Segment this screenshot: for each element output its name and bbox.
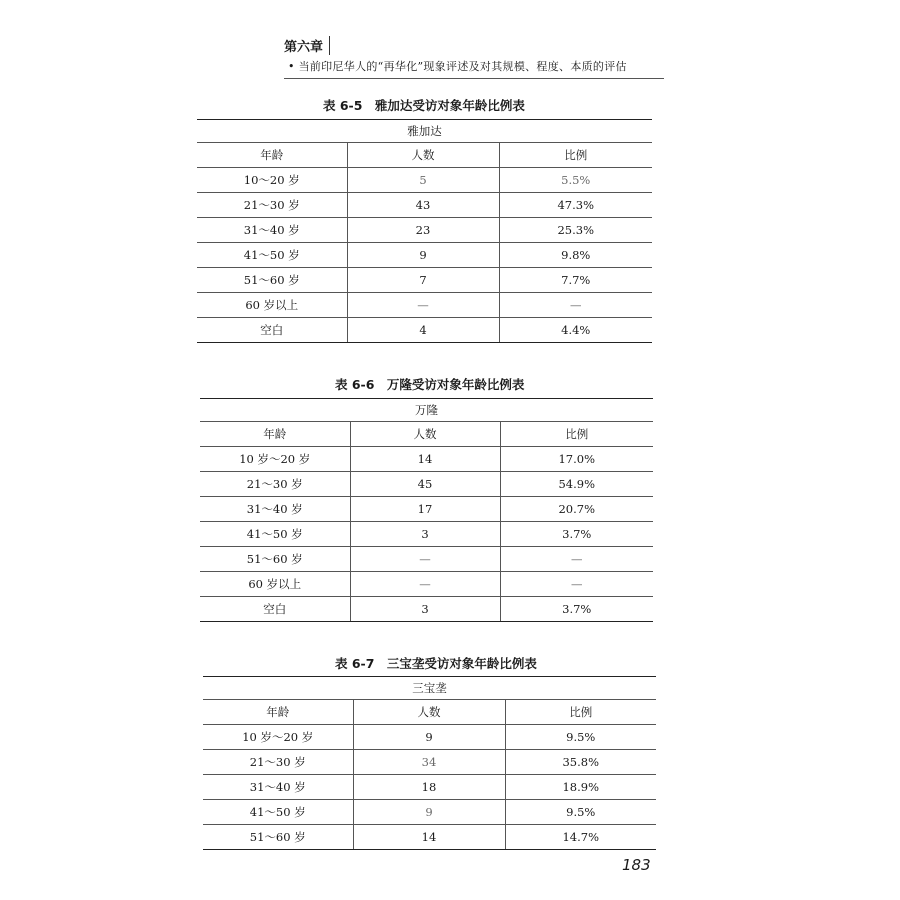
table-row bbox=[200, 472, 653, 497]
table-cell: 21～30 岁 bbox=[203, 750, 353, 775]
table-row bbox=[197, 293, 652, 318]
table-row bbox=[203, 725, 656, 750]
table-cell: 21～30 岁 bbox=[197, 193, 347, 218]
table-cell: 10 岁～20 岁 bbox=[203, 725, 353, 750]
running-header bbox=[284, 36, 664, 79]
table-row bbox=[197, 218, 652, 243]
table-cell: 51～60 岁 bbox=[200, 547, 350, 572]
table-cell: 4 bbox=[347, 318, 499, 343]
table-caption: 表 6-6 万隆受访对象年龄比例表 bbox=[335, 377, 525, 392]
table-cell: — bbox=[350, 572, 500, 597]
column-header: 人数 bbox=[350, 422, 500, 447]
column-header: 比例 bbox=[505, 700, 656, 725]
data-table bbox=[200, 398, 653, 622]
column-header: 比例 bbox=[500, 422, 653, 447]
data-table bbox=[203, 676, 656, 850]
table-cell: 3.7% bbox=[500, 597, 653, 622]
table-row bbox=[200, 547, 653, 572]
column-header: 人数 bbox=[347, 143, 499, 168]
table-cell: 3 bbox=[350, 522, 500, 547]
table-row bbox=[200, 522, 653, 547]
table-row bbox=[200, 572, 653, 597]
table-row bbox=[203, 800, 656, 825]
column-header: 年龄 bbox=[197, 143, 347, 168]
table-cell: 47.3% bbox=[499, 193, 652, 218]
table-cell: 34 bbox=[353, 750, 505, 775]
table-cell: 3.7% bbox=[500, 522, 653, 547]
table-cell: 31～40 岁 bbox=[200, 497, 350, 522]
table-cell: 9.5% bbox=[505, 725, 656, 750]
column-header: 人数 bbox=[353, 700, 505, 725]
column-header: 年龄 bbox=[200, 422, 350, 447]
table-cell: 18.9% bbox=[505, 775, 656, 800]
table-row bbox=[197, 168, 652, 193]
table-cell: 25.3% bbox=[499, 218, 652, 243]
table-cell: 17.0% bbox=[500, 447, 653, 472]
table-cell: 10 岁～20 岁 bbox=[200, 447, 350, 472]
table-cell: 60 岁以上 bbox=[200, 572, 350, 597]
table-row bbox=[197, 268, 652, 293]
table-cell: 41～50 岁 bbox=[200, 522, 350, 547]
chapter-label: 第六章 bbox=[284, 36, 330, 55]
table-cell: 51～60 岁 bbox=[197, 268, 347, 293]
table-city-header: 万隆 bbox=[200, 399, 653, 422]
table-cell: 4.4% bbox=[499, 318, 652, 343]
table-caption: 表 6-5 雅加达受访对象年龄比例表 bbox=[323, 98, 525, 113]
table-row bbox=[203, 775, 656, 800]
table-row bbox=[200, 597, 653, 622]
table-cell: 43 bbox=[347, 193, 499, 218]
table-row bbox=[200, 497, 653, 522]
table-cell: 空白 bbox=[200, 597, 350, 622]
table-cell: 14 bbox=[350, 447, 500, 472]
column-header: 年龄 bbox=[203, 700, 353, 725]
table-cell: 51～60 岁 bbox=[203, 825, 353, 850]
table-cell: 9 bbox=[347, 243, 499, 268]
table-cell: 7 bbox=[347, 268, 499, 293]
table-cell: 9 bbox=[353, 725, 505, 750]
table-city-header: 雅加达 bbox=[197, 120, 652, 143]
table-cell: 21～30 岁 bbox=[200, 472, 350, 497]
table-cell: 14.7% bbox=[505, 825, 656, 850]
table-row bbox=[197, 193, 652, 218]
table-cell: 10～20 岁 bbox=[197, 168, 347, 193]
table-cell: 9.8% bbox=[499, 243, 652, 268]
table-cell: 17 bbox=[350, 497, 500, 522]
table-cell: 3 bbox=[350, 597, 500, 622]
table-cell: — bbox=[347, 293, 499, 318]
table-cell: — bbox=[500, 547, 653, 572]
table-cell: 31～40 岁 bbox=[203, 775, 353, 800]
table-cell: 41～50 岁 bbox=[203, 800, 353, 825]
table-cell: 60 岁以上 bbox=[197, 293, 347, 318]
table-cell: 空白 bbox=[197, 318, 347, 343]
table-cell: 45 bbox=[350, 472, 500, 497]
table-cell: 5.5% bbox=[499, 168, 652, 193]
table-cell: 14 bbox=[353, 825, 505, 850]
table-city-header: 三宝垄 bbox=[203, 677, 656, 700]
data-table bbox=[197, 119, 652, 343]
column-header: 比例 bbox=[499, 143, 652, 168]
table-cell: 54.9% bbox=[500, 472, 653, 497]
table-cell: 35.8% bbox=[505, 750, 656, 775]
table-caption: 表 6-7 三宝垄受访对象年龄比例表 bbox=[335, 656, 537, 671]
table-cell: 9.5% bbox=[505, 800, 656, 825]
table-cell: 23 bbox=[347, 218, 499, 243]
table-row bbox=[197, 318, 652, 343]
table-cell: 31～40 岁 bbox=[197, 218, 347, 243]
table-cell: — bbox=[499, 293, 652, 318]
table-row bbox=[203, 750, 656, 775]
table-cell: 9 bbox=[353, 800, 505, 825]
table-row bbox=[203, 825, 656, 850]
table-cell: — bbox=[350, 547, 500, 572]
table-row bbox=[200, 447, 653, 472]
table-cell: 7.7% bbox=[499, 268, 652, 293]
table-cell: 20.7% bbox=[500, 497, 653, 522]
table-cell: 41～50 岁 bbox=[197, 243, 347, 268]
table-row bbox=[197, 243, 652, 268]
table-cell: 18 bbox=[353, 775, 505, 800]
table-cell: 5 bbox=[347, 168, 499, 193]
running-subtitle: • 当前印尼华人的“再华化”现象评述及对其规模、程度、本质的评估 bbox=[284, 58, 664, 79]
table-cell: — bbox=[500, 572, 653, 597]
page-number: 183 bbox=[622, 856, 651, 874]
